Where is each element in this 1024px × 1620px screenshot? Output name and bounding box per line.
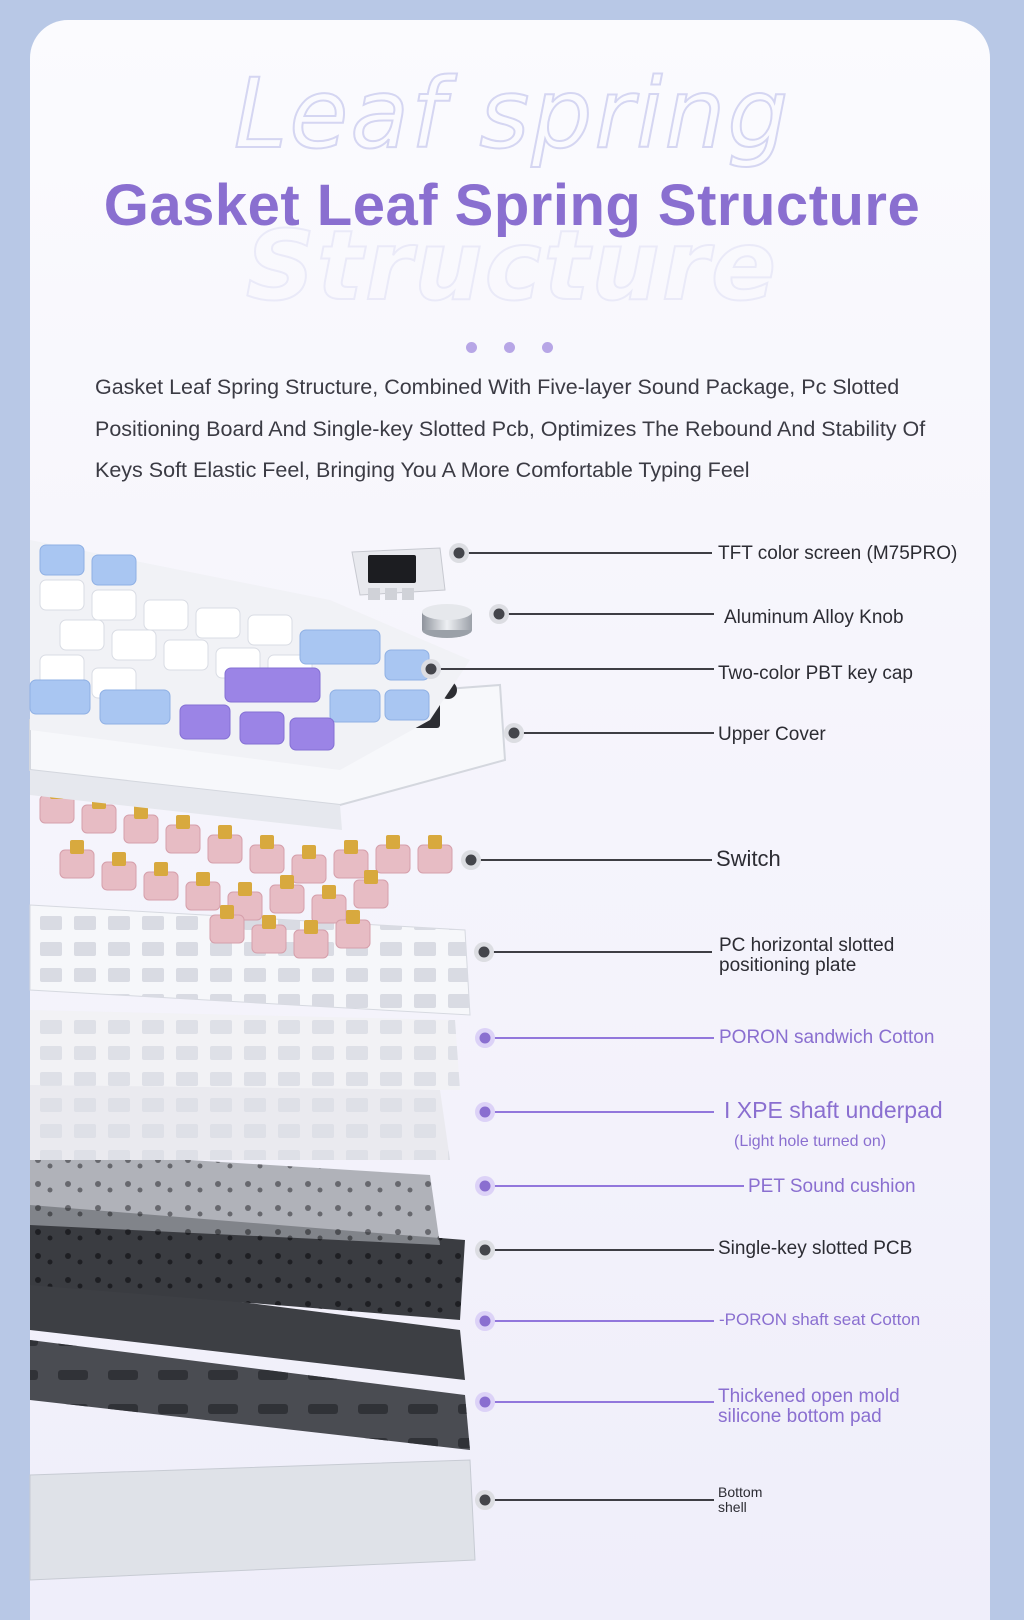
leader-dot-icon: [466, 855, 477, 866]
label-bottom-shell: Bottom shell: [718, 1484, 763, 1515]
label-poron-sandwich: PORON sandwich Cotton: [719, 1027, 935, 1048]
bottom-shell-layer: [30, 1460, 475, 1580]
leader-dot-icon: [509, 728, 520, 739]
label-tft-screen: TFT color screen (M75PRO): [718, 543, 958, 564]
leader-dot-icon: [480, 1397, 491, 1408]
leader-dot-icon: [426, 664, 437, 675]
label-switch: Switch: [716, 846, 781, 871]
page-title: Gasket Leaf Spring Structure: [103, 173, 921, 238]
label-xpe-underpad: I XPE shaft underpad: [724, 1097, 943, 1123]
leader-dot-icon: [454, 548, 465, 559]
leader-dot-icon: [480, 1245, 491, 1256]
leader-dot-icon: [479, 947, 490, 958]
leader-dot-icon: [494, 609, 505, 620]
tft-screen-module: [352, 548, 445, 600]
leader-dot-icon: [480, 1181, 491, 1192]
label-pbt-keycap: Two-color PBT key cap: [718, 663, 914, 684]
leader-dot-icon: [480, 1107, 491, 1118]
label-pet-cushion: PET Sound cushion: [748, 1176, 916, 1197]
label-upper-cover: Upper Cover: [718, 724, 826, 745]
label-pcb: Single-key slotted PCB: [718, 1238, 913, 1259]
label-xpe-note: (Light hole turned on): [734, 1133, 887, 1150]
label-poron-shaft-seat: -PORON shaft seat Cotton: [719, 1310, 921, 1329]
watermark-text-bottom: Structure: [245, 210, 779, 322]
label-pc-plate: PC horizontal slotted positioning plate: [719, 935, 895, 976]
watermark-text-top: Leaf spring: [233, 58, 791, 170]
description-text: Gasket Leaf Spring Structure, Combined With Five-layer Sound Package, Pc Slotted Positioning Board And Single-key Slotted Pcb, Optimizes The Rebound And Stability Of Keys Soft Elastic Feel, Bringing You A More Comfortable Typing Feel: [95, 375, 926, 482]
leader-dot-icon: [480, 1495, 491, 1506]
leader-dot-icon: [480, 1033, 491, 1044]
leader-dot-icon: [480, 1316, 491, 1327]
aluminum-knob: [422, 604, 472, 638]
label-aluminum-knob: Aluminum Alloy Knob: [724, 607, 904, 628]
label-silicone-pad: Thickened open mold silicone bottom pad: [718, 1386, 900, 1427]
